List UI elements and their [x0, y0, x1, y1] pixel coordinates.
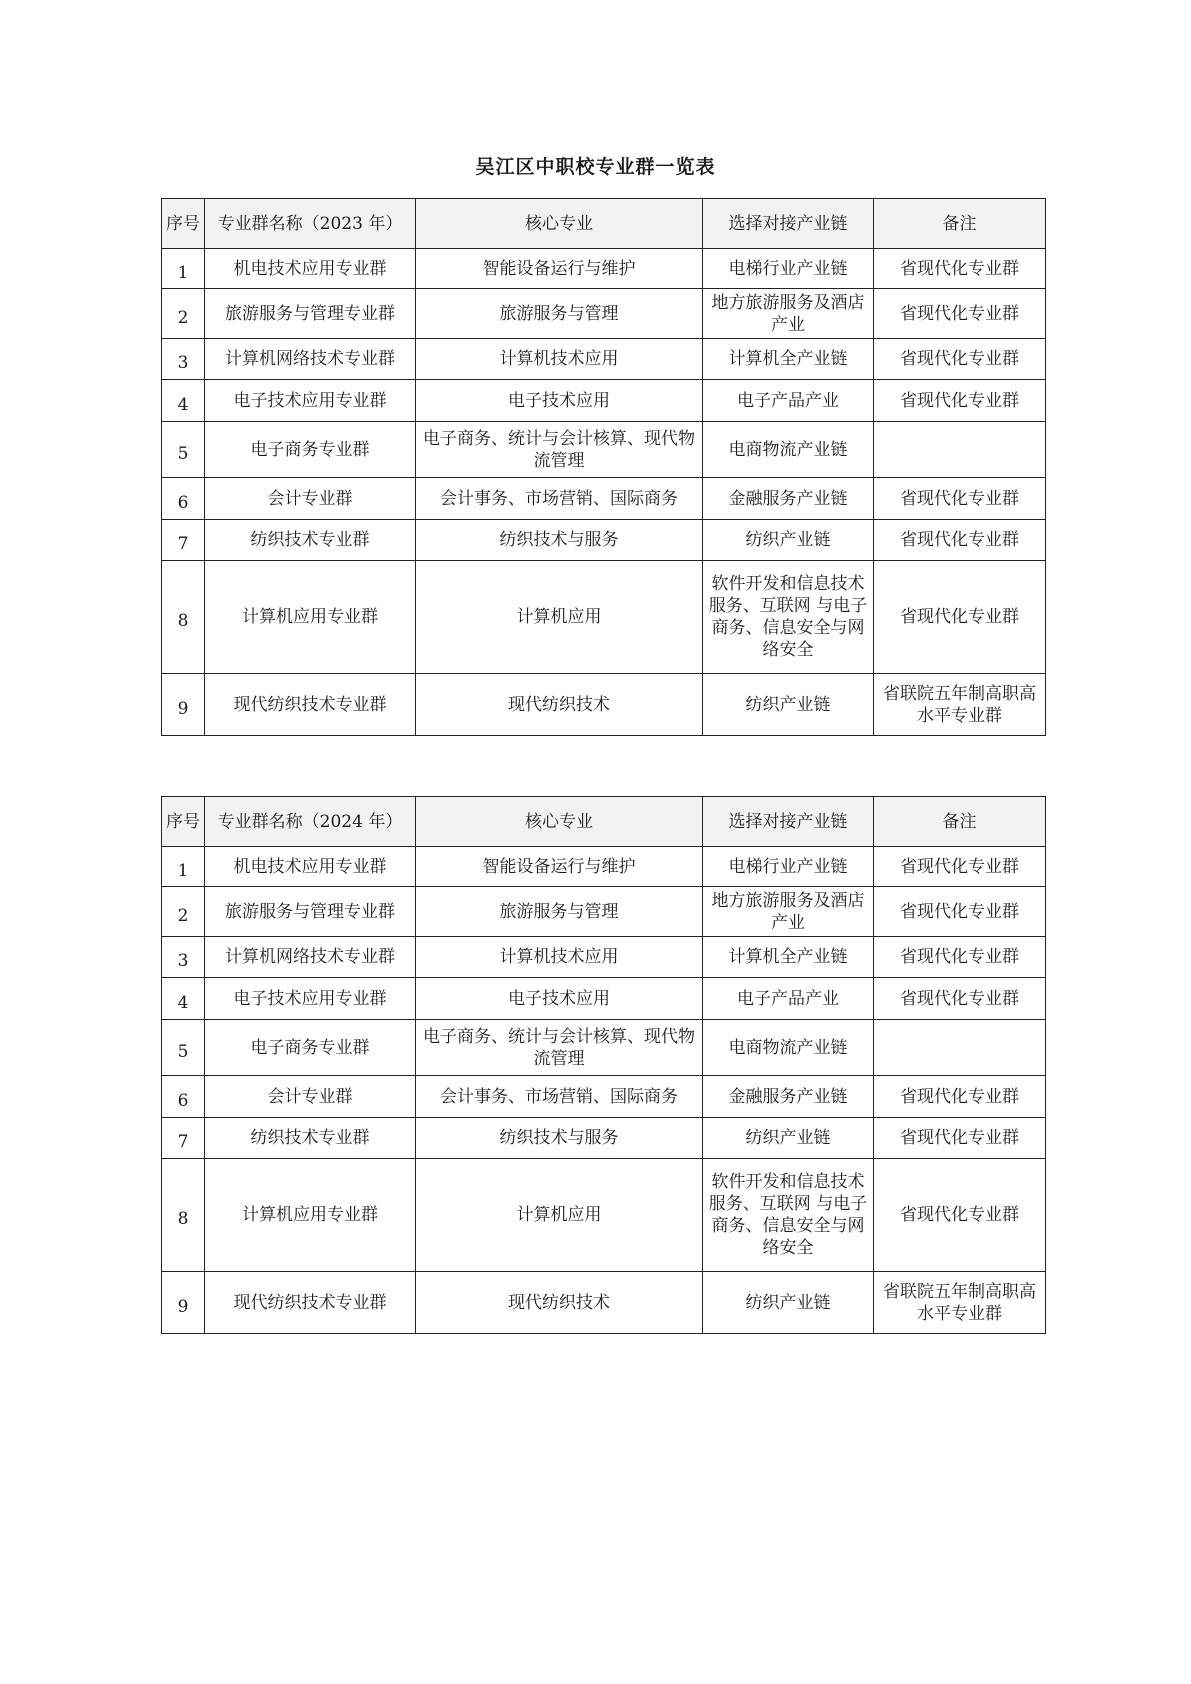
- core-major-cell: 旅游服务与管理: [416, 289, 703, 339]
- remarks-cell: [874, 422, 1046, 478]
- serial-no-text: 2: [177, 905, 189, 926]
- serial-no-text: 7: [177, 1132, 189, 1152]
- header-serial-no: 序号: [162, 797, 205, 847]
- header-industry-chain: 选择对接产业链: [703, 199, 874, 249]
- serial-no-cell: [162, 674, 205, 736]
- group-name-cell: 机电技术应用专业群: [205, 847, 416, 887]
- serial-no-text: 9: [177, 1296, 189, 1317]
- core-major-cell: 智能设备运行与维护: [416, 249, 703, 289]
- serial-no-text: 2: [177, 307, 189, 328]
- table-row: [162, 380, 1046, 422]
- industry-chain-cell: 金融服务产业链: [703, 478, 874, 520]
- remarks-cell: 省现代化专业群: [874, 847, 1046, 887]
- core-major-cell: 计算机应用: [416, 561, 703, 674]
- header-group-name: 专业群名称（2023 年）: [205, 199, 416, 249]
- serial-no-text: 6: [177, 492, 189, 513]
- serial-no-text: 1: [177, 262, 189, 283]
- core-major-cell: 纺织技术与服务: [416, 520, 703, 561]
- core-major-cell: 电子技术应用: [416, 380, 703, 422]
- serial-no-text: 8: [177, 611, 189, 631]
- industry-chain-cell: 纺织产业链: [703, 1118, 874, 1159]
- remarks-cell: 省现代化专业群: [874, 289, 1046, 339]
- table-row: [162, 1159, 1046, 1272]
- table-row: [162, 1118, 1046, 1159]
- table-row: [162, 1020, 1046, 1076]
- serial-no-text: 3: [177, 353, 189, 373]
- core-major-cell: 电子商务、统计与会计核算、现代物流管理: [416, 1020, 703, 1076]
- header-industry-chain: 选择对接产业链: [703, 797, 874, 847]
- serial-no-cell: [162, 289, 205, 339]
- industry-chain-cell: 计算机全产业链: [703, 339, 874, 380]
- remarks-cell: 省联院五年制高职高水平专业群: [874, 674, 1046, 736]
- core-major-cell: 会计事务、市场营销、国际商务: [416, 478, 703, 520]
- remarks-cell: 省现代化专业群: [874, 249, 1046, 289]
- core-major-cell: 电子商务、统计与会计核算、现代物流管理: [416, 422, 703, 478]
- industry-chain-cell: 电子产品产业: [703, 978, 874, 1020]
- serial-no-text: 1: [177, 860, 189, 881]
- header-serial-no: 序号: [162, 199, 205, 249]
- industry-chain-cell: 电子产品产业: [703, 380, 874, 422]
- remarks-cell: 省现代化专业群: [874, 1076, 1046, 1118]
- core-major-cell: 智能设备运行与维护: [416, 847, 703, 887]
- table-row: [162, 289, 1046, 339]
- header-core-major: 核心专业: [416, 797, 703, 847]
- core-major-cell: 现代纺织技术: [416, 674, 703, 736]
- industry-chain-cell: 地方旅游服务及酒店产业: [703, 887, 874, 937]
- serial-no-text: 6: [177, 1090, 189, 1111]
- industry-chain-cell: 软件开发和信息技术服务、互联网 与电子商务、信息安全与网络安全: [703, 1159, 874, 1272]
- industry-chain-cell: 金融服务产业链: [703, 1076, 874, 1118]
- table-row: [162, 520, 1046, 561]
- professional-group-table-2024: [161, 796, 1046, 1334]
- serial-no-cell: [162, 1118, 205, 1159]
- header-core-major: 核心专业: [416, 199, 703, 249]
- remarks-cell: 省现代化专业群: [874, 520, 1046, 561]
- group-name-cell: 机电技术应用专业群: [205, 249, 416, 289]
- serial-no-cell: [162, 1020, 205, 1076]
- serial-no-text: 5: [177, 443, 189, 464]
- remarks-cell: 省现代化专业群: [874, 1159, 1046, 1272]
- serial-no-cell: [162, 887, 205, 937]
- serial-no-cell: [162, 847, 205, 887]
- remarks-cell: 省现代化专业群: [874, 887, 1046, 937]
- group-name-cell: 会计专业群: [205, 1076, 416, 1118]
- serial-no-cell: [162, 422, 205, 478]
- table-row: [162, 339, 1046, 380]
- remarks-cell: 省现代化专业群: [874, 1118, 1046, 1159]
- industry-chain-cell: 电商物流产业链: [703, 422, 874, 478]
- industry-chain-cell: 地方旅游服务及酒店产业: [703, 289, 874, 339]
- serial-no-cell: [162, 478, 205, 520]
- group-name-cell: 计算机应用专业群: [205, 561, 416, 674]
- table-row: [162, 674, 1046, 736]
- serial-no-cell: [162, 339, 205, 380]
- serial-no-cell: [162, 937, 205, 978]
- page-title: 吴江区中职校专业群一览表: [475, 156, 716, 178]
- table-row: [162, 847, 1046, 887]
- remarks-cell: 省现代化专业群: [874, 978, 1046, 1020]
- serial-no-text: 4: [177, 394, 189, 415]
- industry-chain-cell: 电商物流产业链: [703, 1020, 874, 1076]
- serial-no-text: 3: [177, 951, 189, 971]
- core-major-cell: 计算机技术应用: [416, 937, 703, 978]
- table-row: [162, 422, 1046, 478]
- core-major-cell: 计算机应用: [416, 1159, 703, 1272]
- industry-chain-cell: 电梯行业产业链: [703, 847, 874, 887]
- remarks-cell: [874, 1020, 1046, 1076]
- group-name-cell: 电子技术应用专业群: [205, 978, 416, 1020]
- industry-chain-cell: 纺织产业链: [703, 1272, 874, 1334]
- industry-chain-cell: 纺织产业链: [703, 674, 874, 736]
- table-row: [162, 1272, 1046, 1334]
- group-name-cell: 计算机应用专业群: [205, 1159, 416, 1272]
- header-remarks: 备注: [874, 199, 1046, 249]
- table-header-row: [162, 199, 1046, 249]
- group-name-cell: 纺织技术专业群: [205, 520, 416, 561]
- table-row: [162, 249, 1046, 289]
- industry-chain-cell: 电梯行业产业链: [703, 249, 874, 289]
- serial-no-cell: [162, 249, 205, 289]
- group-name-cell: 电子商务专业群: [205, 422, 416, 478]
- serial-no-cell: [162, 1159, 205, 1272]
- remarks-cell: 省现代化专业群: [874, 339, 1046, 380]
- remarks-cell: 省现代化专业群: [874, 478, 1046, 520]
- group-name-cell: 计算机网络技术专业群: [205, 937, 416, 978]
- serial-no-text: 9: [177, 698, 189, 719]
- industry-chain-cell: 纺织产业链: [703, 520, 874, 561]
- table-row: [162, 561, 1046, 674]
- serial-no-cell: [162, 380, 205, 422]
- serial-no-cell: [162, 561, 205, 674]
- group-name-cell: 电子技术应用专业群: [205, 380, 416, 422]
- group-name-cell: 电子商务专业群: [205, 1020, 416, 1076]
- industry-chain-cell: 计算机全产业链: [703, 937, 874, 978]
- serial-no-cell: [162, 1076, 205, 1118]
- core-major-cell: 会计事务、市场营销、国际商务: [416, 1076, 703, 1118]
- header-group-name: 专业群名称（2024 年）: [205, 797, 416, 847]
- table-header-row: [162, 797, 1046, 847]
- serial-no-cell: [162, 1272, 205, 1334]
- serial-no-text: 8: [177, 1209, 189, 1229]
- serial-no-cell: [162, 520, 205, 561]
- group-name-cell: 旅游服务与管理专业群: [205, 887, 416, 937]
- header-remarks: 备注: [874, 797, 1046, 847]
- table-row: [162, 1076, 1046, 1118]
- serial-no-cell: [162, 978, 205, 1020]
- serial-no-text: 4: [177, 992, 189, 1013]
- remarks-cell: 省联院五年制高职高水平专业群: [874, 1272, 1046, 1334]
- core-major-cell: 现代纺织技术: [416, 1272, 703, 1334]
- serial-no-text: 7: [177, 534, 189, 554]
- table-row: [162, 937, 1046, 978]
- remarks-cell: 省现代化专业群: [874, 380, 1046, 422]
- table-row: [162, 478, 1046, 520]
- group-name-cell: 纺织技术专业群: [205, 1118, 416, 1159]
- core-major-cell: 电子技术应用: [416, 978, 703, 1020]
- table-row: [162, 887, 1046, 937]
- remarks-cell: 省现代化专业群: [874, 561, 1046, 674]
- industry-chain-cell: 软件开发和信息技术服务、互联网 与电子商务、信息安全与网络安全: [703, 561, 874, 674]
- core-major-cell: 旅游服务与管理: [416, 887, 703, 937]
- table-row: [162, 978, 1046, 1020]
- group-name-cell: 计算机网络技术专业群: [205, 339, 416, 380]
- core-major-cell: 计算机技术应用: [416, 339, 703, 380]
- group-name-cell: 旅游服务与管理专业群: [205, 289, 416, 339]
- group-name-cell: 现代纺织技术专业群: [205, 674, 416, 736]
- group-name-cell: 现代纺织技术专业群: [205, 1272, 416, 1334]
- core-major-cell: 纺织技术与服务: [416, 1118, 703, 1159]
- serial-no-text: 5: [177, 1041, 189, 1062]
- professional-group-table-2023: [161, 198, 1046, 736]
- remarks-cell: 省现代化专业群: [874, 937, 1046, 978]
- group-name-cell: 会计专业群: [205, 478, 416, 520]
